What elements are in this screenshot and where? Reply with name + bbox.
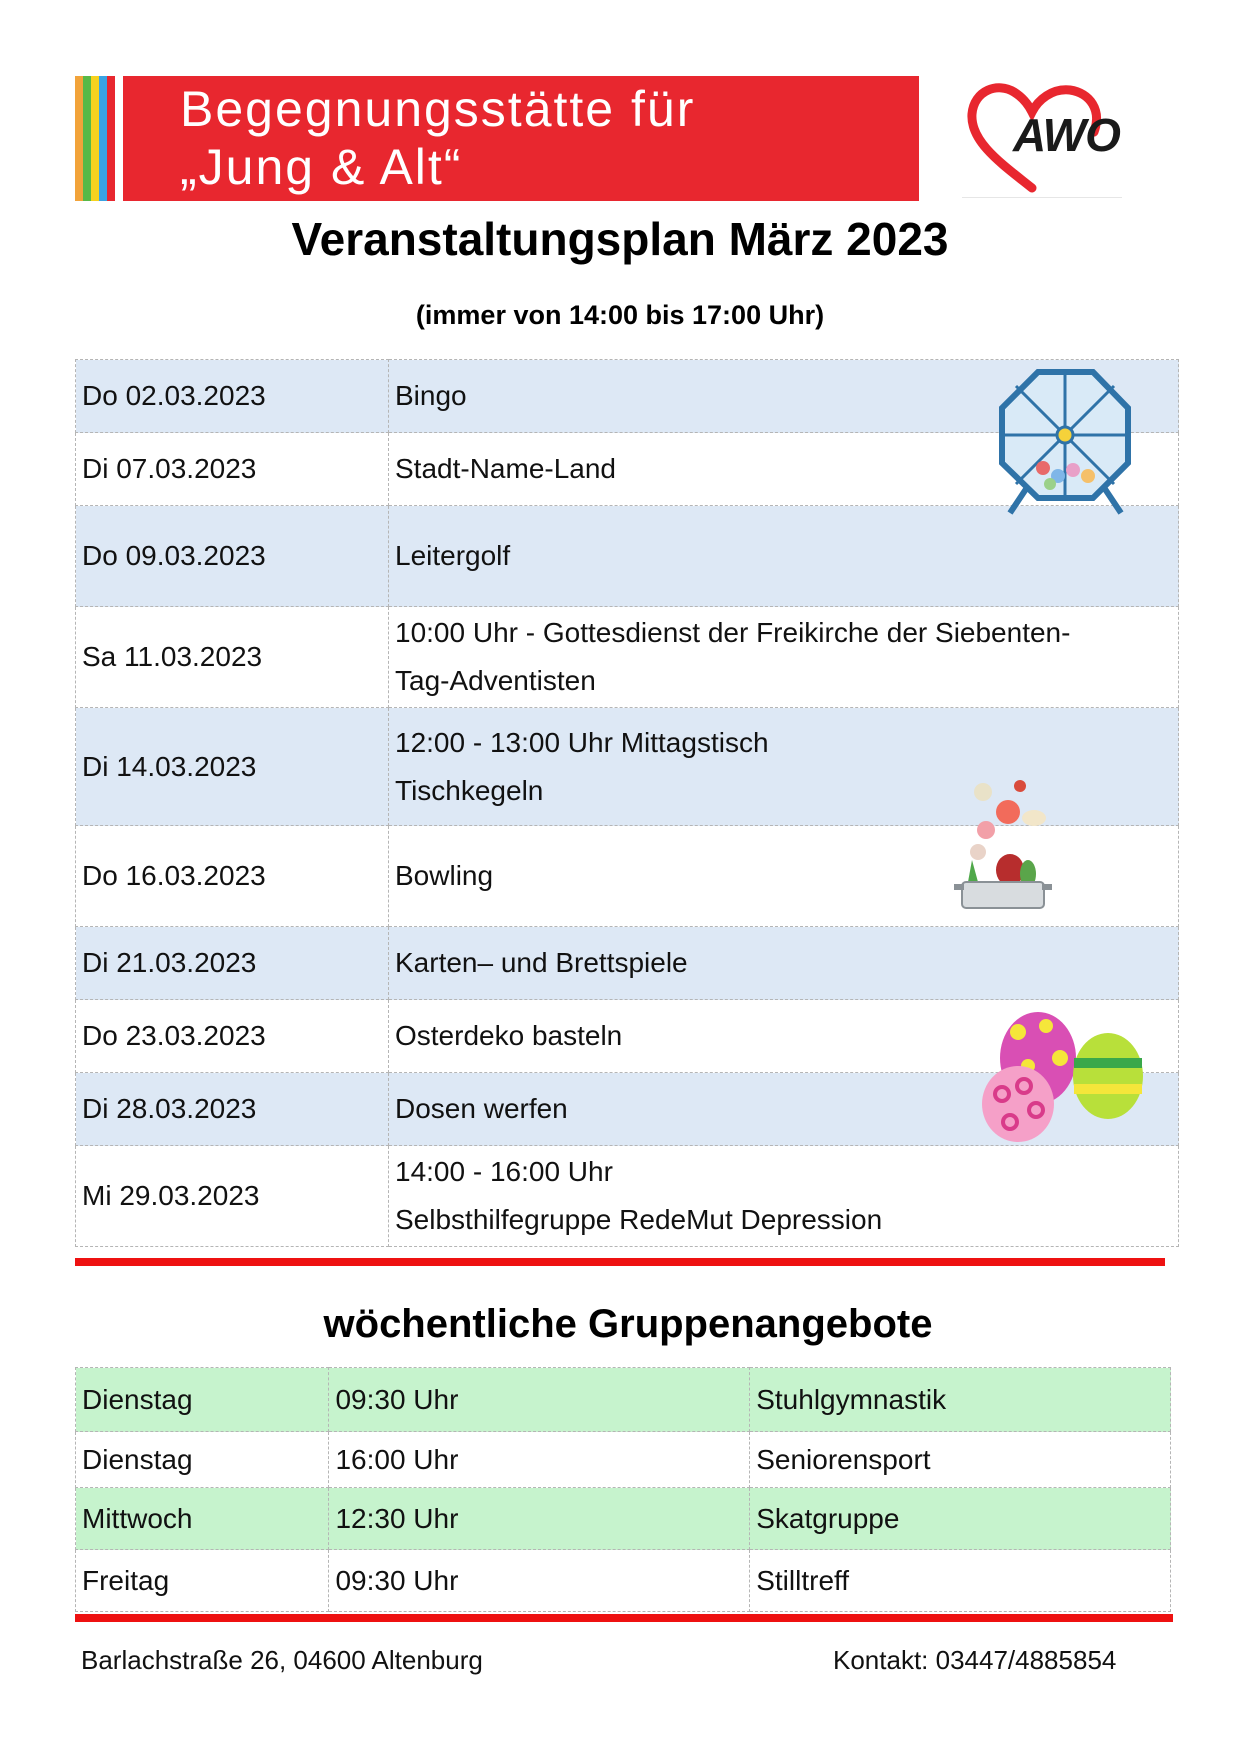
cooking-pot-icon: [948, 772, 1058, 912]
footer-contact: Kontakt: 03447/4885854: [833, 1645, 1117, 1675]
event-line: Dosen werfen: [395, 1093, 568, 1124]
red-rule-bottom: [75, 1614, 1173, 1622]
event-description: [389, 506, 1179, 607]
weekly-day: Mittwoch: [76, 1488, 329, 1550]
red-rule-top: [75, 1258, 1165, 1266]
weekly-row: [76, 1432, 1171, 1488]
weekly-day: Dienstag: [76, 1432, 329, 1488]
event-line: 14:00 - 16:00 Uhr: [395, 1156, 613, 1187]
event-date: Do 09.03.2023: [76, 506, 389, 607]
event-description: [389, 1146, 1179, 1247]
event-line: Bingo: [395, 380, 467, 411]
event-date: Do 16.03.2023: [76, 826, 389, 927]
weekly-time: 09:30 Uhr: [329, 1368, 750, 1432]
footer-address: Barlachstraße 26, 04600 Altenburg: [81, 1645, 483, 1675]
weekly-time: 09:30 Uhr: [329, 1550, 750, 1612]
event-row: [76, 1146, 1179, 1247]
weekly-activity: Stuhlgymnastik: [750, 1368, 1171, 1432]
logo-divider: [962, 197, 1122, 198]
color-stripes: [75, 76, 123, 201]
banner-line-2: „Jung & Alt“: [180, 139, 463, 195]
weekly-day: Dienstag: [76, 1368, 329, 1432]
banner-title: [180, 80, 695, 196]
event-date: Mi 29.03.2023: [76, 1146, 389, 1247]
event-line: Leitergolf: [395, 540, 511, 571]
weekly-time: 16:00 Uhr: [329, 1432, 750, 1488]
weekly-activity: Skatgruppe: [750, 1488, 1171, 1550]
weekly-day: Freitag: [76, 1550, 329, 1612]
event-description: [389, 826, 1179, 927]
bingo-drum-icon: [998, 368, 1133, 516]
weekly-row: [76, 1368, 1171, 1432]
weekly-heading: wöchentliche Gruppenangebote: [323, 1302, 933, 1346]
event-row: [76, 607, 1179, 708]
event-date: Di 21.03.2023: [76, 927, 389, 1000]
weekly-row: [76, 1488, 1171, 1550]
awo-logo-text: AWO: [1013, 109, 1120, 161]
easter-eggs-icon: [978, 1010, 1153, 1145]
page-title: Veranstaltungsplan März 2023: [291, 213, 949, 265]
event-description: [389, 708, 1179, 826]
weekly-table: [75, 1367, 1171, 1612]
event-line: Selbsthilfegruppe RedeMut Depression: [395, 1204, 883, 1235]
event-line: 12:00 - 13:00 Uhr Mittagstisch: [395, 726, 769, 758]
event-date: Di 14.03.2023: [76, 708, 389, 826]
banner-line-1: Begegnungsstätte für: [180, 81, 696, 137]
event-description: [389, 607, 1179, 708]
event-date: Di 28.03.2023: [76, 1073, 389, 1146]
event-line: Tischkegeln: [395, 774, 544, 806]
event-row: [76, 927, 1179, 1000]
event-date: Sa 11.03.2023: [76, 607, 389, 708]
event-date: Do 02.03.2023: [76, 360, 389, 433]
event-line: Bowling: [395, 860, 494, 891]
header-banner: [75, 76, 919, 201]
event-description: [389, 927, 1179, 1000]
event-line: Stadt-Name-Land: [395, 453, 617, 484]
event-line: Tag-Adventisten: [395, 665, 596, 696]
event-line: Osterdeko basteln: [395, 1020, 623, 1051]
weekly-activity: Stilltreff: [750, 1550, 1171, 1612]
weekly-row: [76, 1550, 1171, 1612]
event-line: 10:00 Uhr - Gottesdienst der Freikirche der Siebenten-: [395, 617, 1071, 648]
event-line: Karten– und Brettspiele: [395, 947, 688, 978]
weekly-time: 12:30 Uhr: [329, 1488, 750, 1550]
weekly-activity: Seniorensport: [750, 1432, 1171, 1488]
event-date: Di 07.03.2023: [76, 433, 389, 506]
event-row: [76, 506, 1179, 607]
event-date: Do 23.03.2023: [76, 1000, 389, 1073]
page-subtitle: (immer von 14:00 bis 17:00 Uhr): [415, 300, 825, 330]
